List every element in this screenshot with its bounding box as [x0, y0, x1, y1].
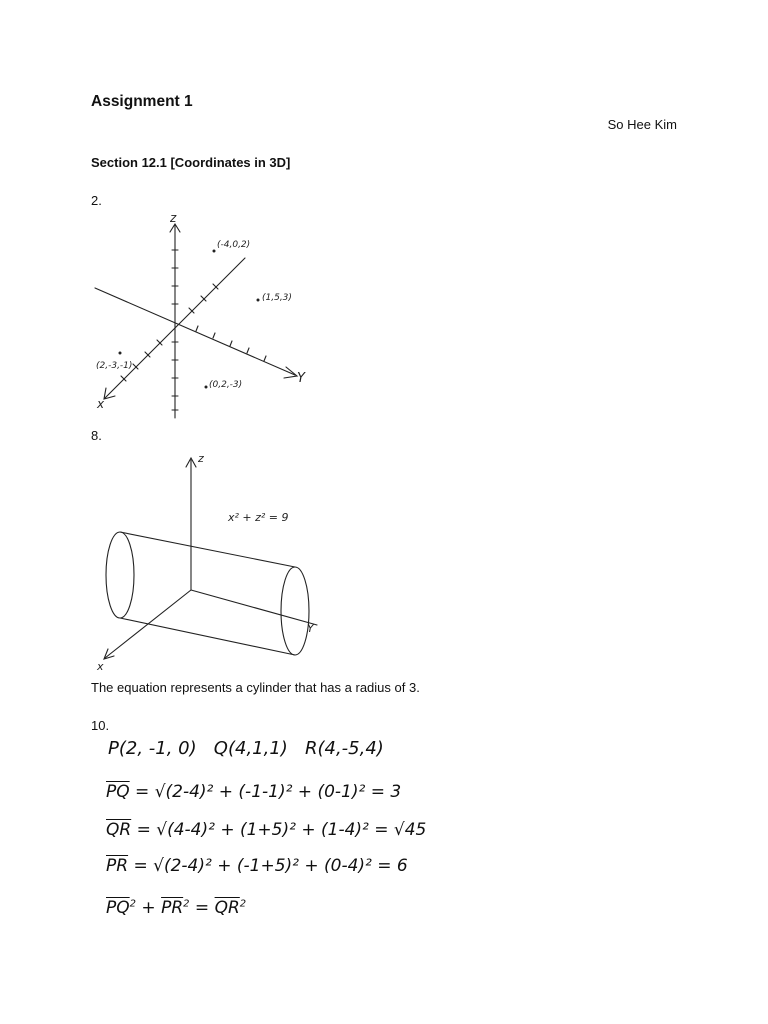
y-ticks: [196, 326, 266, 361]
segment-label: $\overline{PR}$: [106, 856, 129, 876]
segment-label: $\overline{QR}$: [106, 820, 132, 840]
y-axis: [191, 590, 317, 625]
x-axis-label: x: [97, 660, 104, 673]
point-dot: [257, 299, 260, 302]
problem-2-axes-sketch: [85, 210, 325, 425]
problem-2-number: 2.: [91, 193, 102, 208]
y-axis-label: Y: [307, 622, 314, 635]
exponent: 2: [183, 898, 190, 910]
problem-10-number: 10.: [91, 718, 110, 733]
distance-expression: = √(4-4)² + (1+5)² + (1-4)² = √45: [136, 820, 427, 840]
point-dot: [205, 386, 208, 389]
x-axis-label: x: [97, 397, 105, 411]
segment-label: $\overline{QR}$: [214, 898, 240, 918]
exponent: 2: [239, 898, 247, 910]
distance-qr-line: [106, 820, 426, 840]
point-dot: [119, 352, 122, 355]
problem-8-answer: The equation represents a cylinder that has a radius of 3.: [91, 680, 420, 695]
point-dot: [213, 250, 216, 253]
z-axis-label: z: [170, 211, 177, 225]
segment-label: $\overline{PQ}$: [106, 898, 130, 918]
problem-10-points: P(2, -1, 0) Q(4,1,1) R(4,-5,4): [108, 738, 384, 759]
cylinder-equation: x² + z² = 9: [228, 511, 289, 524]
distance-expression: = √(2-4)² + (-1-1)² + (0-1)² = 3: [135, 782, 402, 802]
exponent: 2: [129, 898, 137, 910]
distance-pq-line: [106, 782, 401, 802]
cylinder-right-end: [281, 567, 309, 655]
cylinder-top-edge: [120, 532, 295, 567]
cylinder-bottom-edge: [120, 618, 295, 655]
problem-8-number: 8.: [91, 428, 102, 443]
point-label: (0,2,-3): [209, 380, 243, 390]
segment-label: $\overline{PQ}$: [106, 782, 130, 802]
point-label: (-4,0,2): [217, 240, 251, 250]
document-title: Assignment 1: [91, 93, 193, 110]
pythagorean-relation: $\overline{PQ}^2 + \overline{PR}^2 = \overline{QR}^2$: [106, 898, 247, 918]
problem-8-cylinder-sketch: [95, 450, 335, 673]
section-heading: Section 12.1 [Coordinates in 3D]: [91, 155, 291, 170]
segment-label: $\overline{PR}$: [161, 898, 184, 918]
z-axis-label: z: [198, 452, 204, 465]
y-axis-label: Y: [297, 371, 305, 386]
point-label: (2,-3,-1): [96, 361, 133, 371]
distance-pr-line: [106, 856, 408, 876]
point-label: (1,5,3): [262, 293, 292, 303]
x-ticks: [121, 284, 218, 381]
cylinder-left-end: [106, 532, 134, 618]
author-name: So Hee Kim: [607, 117, 677, 132]
distance-expression: = √(2-4)² + (-1+5)² + (0-4)² = 6: [133, 856, 408, 876]
